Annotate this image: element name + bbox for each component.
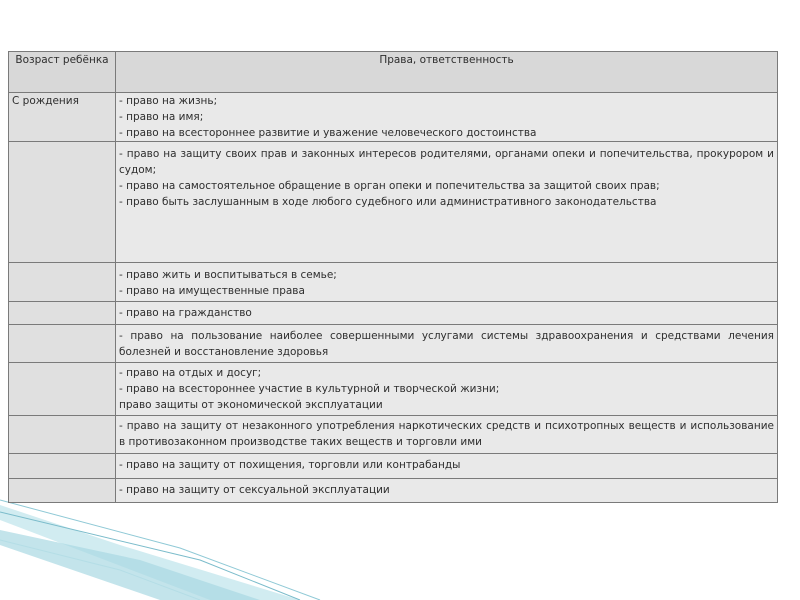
age-cell bbox=[9, 416, 116, 454]
age-cell bbox=[9, 479, 116, 503]
table-row bbox=[9, 142, 778, 263]
right-item: - право на гражданство bbox=[119, 307, 252, 319]
right-item: право защиты от экономической эксплуатации bbox=[119, 399, 383, 411]
right-item: - право на жизнь; bbox=[119, 95, 218, 107]
table-row bbox=[9, 263, 778, 302]
age-cell bbox=[9, 302, 116, 325]
table-header-row bbox=[9, 52, 778, 93]
rights-table bbox=[8, 51, 778, 503]
swoosh-shape-2 bbox=[0, 530, 260, 600]
right-item: - право на защиту своих прав и законных интересов родителями, органами опеки и попечительства, прокурором и судом; bbox=[119, 148, 774, 176]
rights-cell bbox=[116, 454, 778, 479]
swoosh-shape-1 bbox=[0, 505, 300, 600]
rights-cell bbox=[116, 416, 778, 454]
right-item: - право на имя; bbox=[119, 111, 204, 123]
right-item: - право на имущественные права bbox=[119, 285, 305, 297]
age-cell: С рождения bbox=[9, 93, 116, 142]
table-row bbox=[9, 416, 778, 454]
right-item: - право на всестороннее участие в культурной и творческой жизни; bbox=[119, 383, 500, 395]
right-item: - право на пользование наиболее совершенными услугами системы здравоохранения и средствами лечения болезней и восстановление здоровья bbox=[119, 330, 774, 358]
rights-cell bbox=[116, 302, 778, 325]
swoosh-line-1 bbox=[0, 500, 320, 600]
rights-cell bbox=[116, 479, 778, 503]
right-item: - право на защиту от похищения, торговли или контрабанды bbox=[119, 459, 461, 471]
age-cell bbox=[9, 363, 116, 416]
right-item: - право на самостоятельное обращение в орган опеки и попечительства за защитой своих прав; bbox=[119, 180, 660, 192]
table-row bbox=[9, 454, 778, 479]
right-item: - право на защиту от незаконного употребления наркотических средств и психотропных веществ и использование в противозаконном производстве таких веществ и торговли ими bbox=[119, 420, 774, 448]
table-row bbox=[9, 363, 778, 416]
age-cell bbox=[9, 142, 116, 263]
right-item: - право жить и воспитываться в семье; bbox=[119, 269, 337, 281]
rights-cell bbox=[116, 142, 778, 263]
right-item: - право быть заслушанным в ходе любого судебного или административного законодательства bbox=[119, 196, 657, 208]
swoosh-line-3 bbox=[0, 540, 200, 600]
right-item: - право на защиту от сексуальной эксплуатации bbox=[119, 484, 390, 496]
right-item: - право на отдых и досуг; bbox=[119, 367, 262, 379]
table-row bbox=[9, 93, 778, 142]
table-row bbox=[9, 302, 778, 325]
right-item: - право на всестороннее развитие и уважение человеческого достоинства bbox=[119, 127, 537, 139]
table-row bbox=[9, 325, 778, 363]
rights-cell bbox=[116, 325, 778, 363]
age-cell bbox=[9, 263, 116, 302]
age-cell bbox=[9, 454, 116, 479]
header-age: Возраст ребёнка bbox=[9, 52, 116, 93]
rights-cell bbox=[116, 263, 778, 302]
header-rights: Права, ответственность bbox=[116, 52, 778, 93]
age-cell bbox=[9, 325, 116, 363]
rights-cell bbox=[116, 363, 778, 416]
swoosh-line-2 bbox=[0, 512, 300, 600]
rights-cell bbox=[116, 93, 778, 142]
table-row bbox=[9, 479, 778, 503]
